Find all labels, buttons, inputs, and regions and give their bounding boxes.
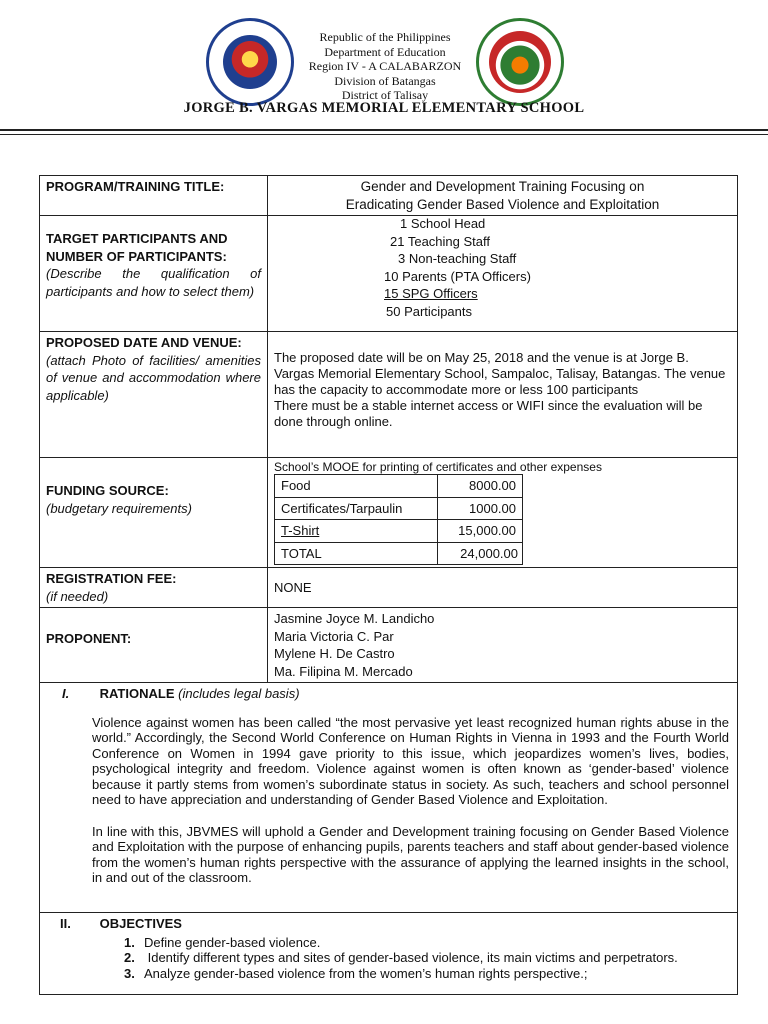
funding-label-cell xyxy=(40,458,268,568)
row-fee xyxy=(40,568,738,608)
funding-row xyxy=(275,475,523,498)
row-objectives xyxy=(40,913,738,995)
participant-item: 10 Parents (PTA Officers) xyxy=(384,268,531,284)
objective-text: Identify different types and sites of gender-based violence, its main victims and perpetrators. xyxy=(144,950,678,965)
funding-item: Certificates/Tarpaulin xyxy=(275,497,438,520)
funding-row xyxy=(275,520,523,543)
objective-number: 2. xyxy=(124,950,135,965)
letterhead xyxy=(0,0,768,135)
rationale-section xyxy=(40,683,738,913)
participants-label-cell xyxy=(40,216,268,332)
header-divider-thin xyxy=(0,134,768,135)
funding-row xyxy=(275,542,523,565)
participants-label: TARGET PARTICIPANTS AND NUMBER OF PARTICIPANTS: xyxy=(46,231,228,264)
proponent-list xyxy=(268,608,738,683)
participant-item: 3 Non-teaching Staff xyxy=(398,251,517,266)
funding-item: T-Shirt xyxy=(275,520,438,543)
objective-number: 1. xyxy=(124,934,135,950)
funding-amount: 8000.00 xyxy=(438,475,523,498)
funding-amount: 24,000.00 xyxy=(438,542,523,565)
funding-desc: (budgetary requirements) xyxy=(46,500,192,516)
funding-item: TOTAL xyxy=(275,542,438,565)
venue-label-cell xyxy=(40,332,268,458)
objective-item xyxy=(124,935,729,951)
participant-item: 15 SPG Officers xyxy=(384,286,478,301)
venue-desc: (attach Photo of facilities/ amenities of venue and accommodation where applicable) xyxy=(46,352,261,403)
rationale-number: I. xyxy=(62,686,70,701)
participant-item: 50 Participants xyxy=(386,303,472,319)
venue-text: The proposed date will be on May 25, 2018 and the venue is at Jorge B. Vargas Memorial Elementary School, Sampaloc, Talisay, Batangas. The venue has the capacity to accommodate more or less 100 participants xyxy=(274,350,726,397)
objective-text: Analyze gender-based violence from the women’s human rights perspective.; xyxy=(144,965,588,981)
title-line: Gender and Development Training Focusing on xyxy=(360,179,645,194)
row-title xyxy=(40,176,738,216)
deped-seal-logo xyxy=(206,18,294,106)
funding-amount: 1000.00 xyxy=(438,497,523,520)
org-line: Department of Education xyxy=(324,44,446,59)
proponent-name: Jasmine Joyce M. Landicho xyxy=(274,611,435,626)
participant-item: 1 School Head xyxy=(400,216,486,231)
objective-item xyxy=(124,966,729,982)
org-line: District of Talisay xyxy=(341,88,429,102)
venue-text-2: There must be a stable internet access or WIFI since the evaluation will be done through online. xyxy=(274,398,703,429)
fee-label: REGISTRATION FEE: xyxy=(46,571,177,586)
header-divider xyxy=(0,129,768,131)
row-funding xyxy=(40,458,738,568)
objectives-heading xyxy=(48,915,729,933)
rationale-paragraph-2: In line with this, JBVMES will uphold a Gender and Development training focusing on Gender Based Violence and Exploitation with the purpose of enhancing pupils, parents teachers and staff about gender-based violence from the women’s human rights perspective with the assurance of applying the learned insights in the school, in and out of the classroom. xyxy=(92,823,729,885)
row-rationale xyxy=(40,683,738,913)
objectives-number: II. xyxy=(60,916,71,931)
fee-label-cell xyxy=(40,568,268,608)
venue-value xyxy=(268,332,738,458)
title-line: Eradicating Gender Based Violence and Exploitation xyxy=(345,196,660,212)
funding-row xyxy=(275,497,523,520)
school-seal-logo xyxy=(476,18,564,106)
org-line: Division of Batangas xyxy=(334,73,436,88)
objective-number: 3. xyxy=(124,965,135,981)
proponent-name: Maria Victoria C. Par xyxy=(274,628,394,644)
funding-label: FUNDING SOURCE: xyxy=(46,483,169,498)
objectives-title: OBJECTIVES xyxy=(99,916,182,931)
row-proponent xyxy=(40,608,738,683)
proponent-label: PROPONENT: xyxy=(40,608,268,683)
funding-note: School’s MOOE for printing of certificates and other expenses xyxy=(274,460,602,474)
title-value xyxy=(268,176,738,216)
participants-list xyxy=(268,216,738,332)
proponent-name: Ma. Filipina M. Mercado xyxy=(274,663,413,679)
objective-item xyxy=(124,950,729,966)
funding-breakdown xyxy=(274,474,523,565)
organization-lines xyxy=(300,30,470,103)
funding-item: Food xyxy=(275,475,438,498)
participants-desc: (Describe the qualification of participants and how to select them) xyxy=(46,266,261,299)
row-participants xyxy=(40,216,738,332)
rationale-note: (includes legal basis) xyxy=(178,686,300,701)
funding-value xyxy=(268,458,738,568)
proponent-name: Mylene H. De Castro xyxy=(274,646,395,661)
funding-amount: 15,000.00 xyxy=(438,520,523,543)
school-name: JORGE B. VARGAS MEMORIAL ELEMENTARY SCHOOL xyxy=(183,100,585,116)
proposal-form-table xyxy=(39,175,738,995)
venue-label: PROPOSED DATE AND VENUE: xyxy=(46,335,242,350)
fee-value: NONE xyxy=(268,568,738,608)
row-venue xyxy=(40,332,738,458)
fee-desc: (if needed) xyxy=(46,588,109,604)
participant-item: 21 Teaching Staff xyxy=(390,233,490,249)
rationale-heading xyxy=(48,685,729,703)
objective-text: Define gender-based violence. xyxy=(144,934,321,950)
org-line: Region IV - A CALABARZON xyxy=(308,59,462,73)
title-label: PROGRAM/TRAINING TITLE: xyxy=(40,176,268,216)
objectives-section xyxy=(40,913,738,995)
rationale-paragraph-1: Violence against women has been called “the most pervasive yet least recognized human rights abuse in the world.” Accordingly, the Second World Conference on Human Rights in Vienna in 1993 and the Fourth World Conference on Women in 1994 gave priority to this issue, which jeopardizes women’s lives, bodies, psychological integrity and freedom. Violence against women is often known as ‘gender-based’ violence because it partly stems from women’s subordinate status in society. As such, teachers and school personnel need to have appreciation and understanding of Gender Based Violence and Exploitation. xyxy=(92,714,729,807)
org-line: Republic of the Philippines xyxy=(319,30,451,44)
rationale-title: RATIONALE xyxy=(99,686,175,701)
